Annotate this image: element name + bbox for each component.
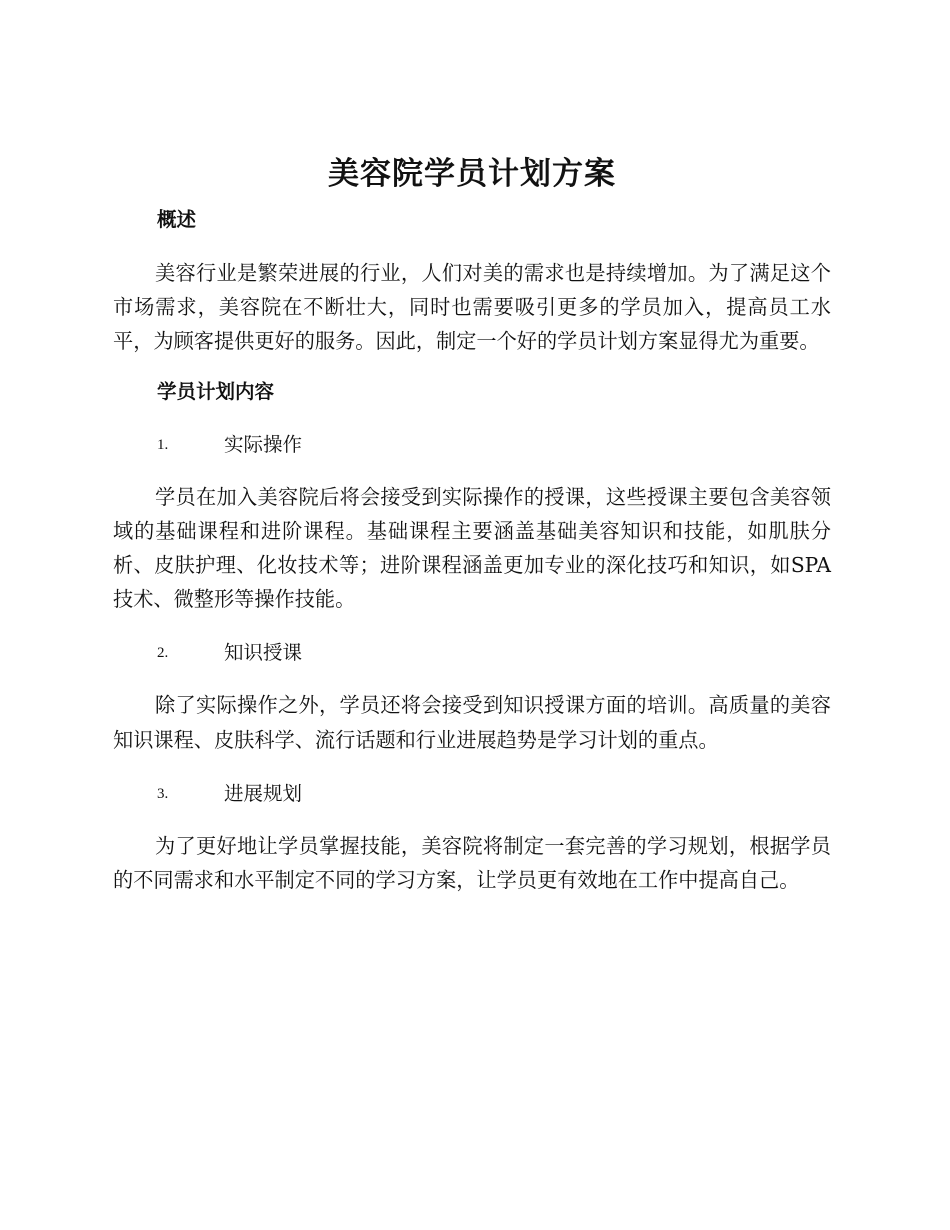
item-2-paragraph: 除了实际操作之外，学员还将会接受到知识授课方面的培训。高质量的美容知识课程、皮肤科学、流行话题和行业进展趋势是学习计划的重点。: [113, 693, 831, 752]
list-item-label: 进展规划: [224, 781, 303, 805]
item-3-paragraph: 为了更好地让学员掌握技能，美容院将制定一套完善的学习规划，根据学员的不同需求和水平制定不同的学习方案，让学员更有效地在工作中提高自己。: [113, 833, 831, 893]
list-item-3: [113, 779, 831, 809]
overview-paragraph: 美容行业是繁荣进展的行业，人们对美的需求也是持续增加。为了满足这个市场需求，美容院在不断壮大，同时也需要吸引更多的学员加入，提高员工水平，为顾客提供更好的服务。因此，制定一个好的学员计划方案显得尤为重要。: [113, 261, 831, 354]
list-number: 1.: [157, 436, 169, 453]
item-1-paragraph: 学员在加入美容院后将会接受到实际操作的授课，这些授课主要包含美容领域的基础课程和进阶课程。基础课程主要涵盖基础美容知识和技能，如肌肤分析、皮肤护理、化妆技术等；进阶课程涵盖更加专业的深化技巧和知识，如SPA技术、微整形等操作技能。: [113, 484, 831, 612]
document-title: 美容院学员计划方案: [328, 156, 616, 192]
content-heading: 学员计划内容: [157, 379, 275, 403]
list-number: 2.: [157, 645, 169, 662]
document-page: [113, 150, 831, 897]
list-item-2: [113, 638, 831, 668]
list-item-label: 实际操作: [224, 432, 303, 456]
list-number: 3.: [157, 785, 169, 802]
list-item-label: 知识授课: [224, 641, 303, 665]
overview-heading: 概述: [157, 208, 197, 231]
list-item-1: [113, 430, 831, 460]
